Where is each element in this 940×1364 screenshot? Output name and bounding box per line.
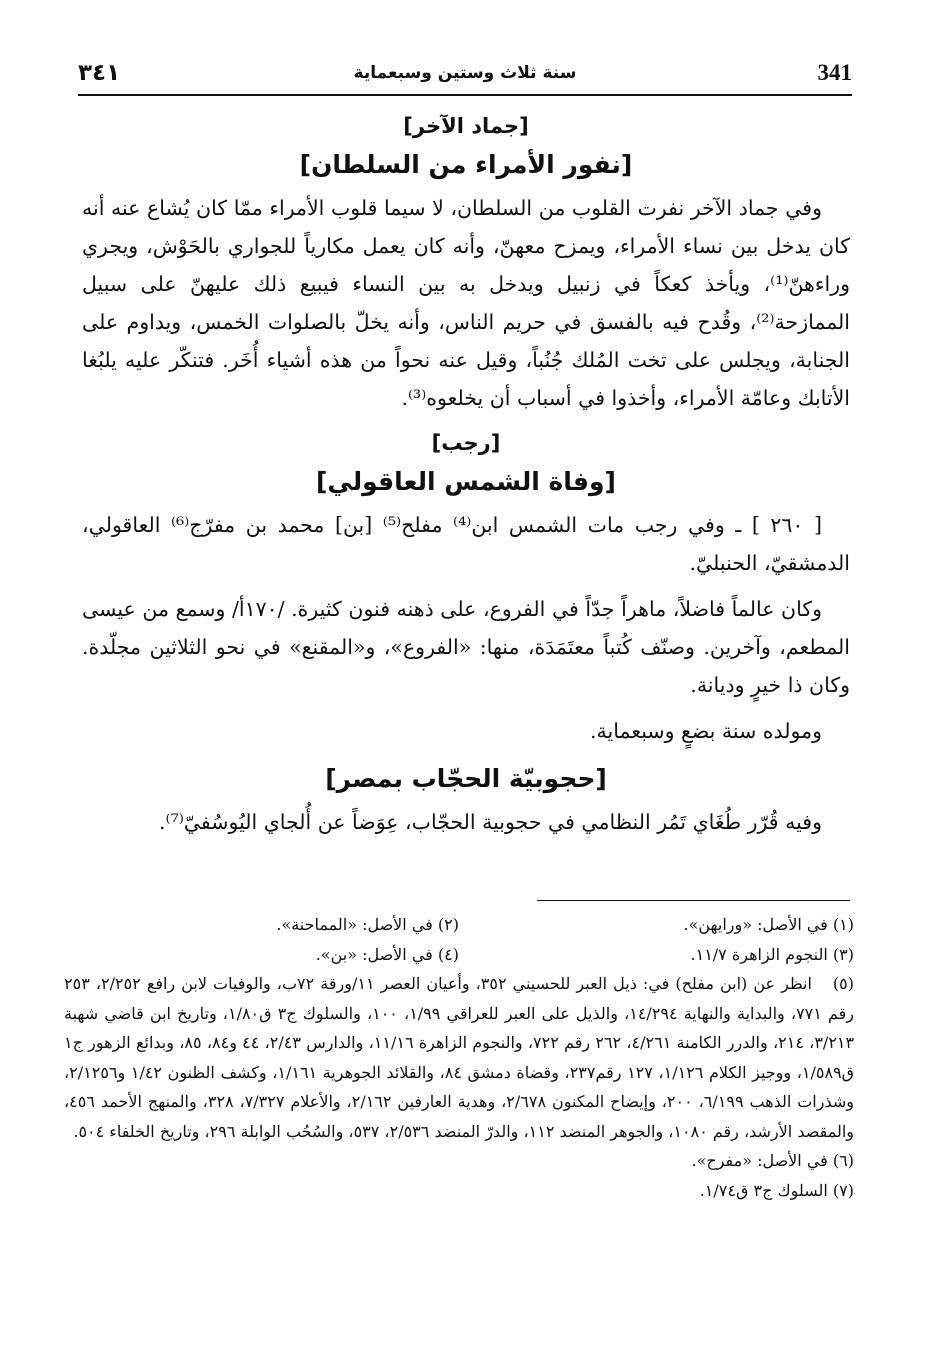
section-heading: [حجوبيّة الحجّاب بمصر] (325, 764, 607, 793)
footnote: (٧) السلوك ج٣ ق١/٧٤. (699, 1180, 854, 1200)
month-heading: [رجب] (431, 431, 501, 455)
month-heading: [جماد الآخر] (403, 114, 529, 138)
footnote: (٦) في الأصل: «مفرح». (691, 1151, 854, 1170)
page-number-latin: 341 (817, 60, 852, 85)
footnote-number: (٥) (832, 974, 855, 993)
running-title: سنة ثلاث وستين وسبعماية (353, 63, 577, 83)
main-text (82, 114, 850, 841)
footnote: (١) في الأصل: «ورايهن». (683, 915, 854, 934)
section-heading: [وفاة الشمس العاقولي] (316, 467, 616, 496)
paragraph: ومولده سنة بضعٍ وسبعماية. (590, 719, 822, 743)
footnote: (٤) في الأصل: «بن». (315, 944, 459, 964)
footnote-row (64, 940, 854, 970)
paragraph: وكان عالماً فاضلاً، ماهراً جدّاً في الفروع، على ذهنه فنون كثيرة. /١٧٠أ/ وسمع من عيسى المطعم، وآخرين. وصنّف كُتباً معتَمَدَة، منها: «الفروع»، و«المقنع» في نحو الثلاثين مجلّدة. وكان ذا خيرٍ وديانة. (82, 597, 850, 697)
footnote: (٣) النجوم الزاهرة ١١/٧. (690, 944, 854, 964)
footnote-separator (537, 900, 850, 901)
page-number-arabic: ٣٤١ (78, 60, 121, 86)
running-header (78, 58, 852, 96)
footnote: (٢) في الأصل: «المماحنة». (276, 915, 459, 934)
footnotes (64, 910, 854, 1205)
section-heading: [نفور الأمراء من السلطان] (299, 150, 633, 179)
footnote-text: انظر عن (ابن مفلح) في: ذيل العبر للحسيني ٣٥٢، وأعيان العصر ١١/ورقة ٧٢ب، والوفيات لابن رافع ٢/٢٥٢، ٢٥٣ رقم ٧٧١، والبداية والنهاية ١٤/٢٩٤، والذيل على العبر للعراقي ١/٩٩، ١٠٠، والسلوك ج٣ ق١/٨٠، وتاريخ ابن قاضي شهبة ٣/٢١٣، ٢١٤، والدرر الكامنة ٤/٢٦١، ٢٦٢ رقم ٧٢٢، والنجوم الزاهرة ١١/١٦، والدارس ٢/٤٣، ٤٤ و٨٤، ٨٥، وبدائع الزهور ج١ ق١/٥٨٩، ووجيز الكلام ١/١٢٦، ١٢٧ رقم٢٣٧، وقضاة دمشق ٨٤، والقلائد الجوهرية ١/١٦١، وكشف الظنون ١/٤٢ و٢/١٢٥٦، وشذرات الذهب ٦/١٩٩، ٢٠٠، وإيضاح المكنون ٢/٦٧٨، وهدية العارفين ٢/١٦٢، والأعلام ٧/٣٢٧، ٣٢٨، والمنهج الأحمد ٤٥٦، والمقصد الأرشد، رقم ١٠٨٠، والجوهر المنضد ١١٢، والدرّ المنضد ٢/٥٣٦، ٥٣٧، والسُحُب الوابلة ٢٩٦، وتاريخ الخلفاء ٥٠٤. (64, 974, 855, 1141)
footnote (64, 969, 854, 1146)
paragraph: وفيه قُرّر طُغَاي تَمُر النظامي في حجوبية الحجّاب، عِوَضاً عن أُلجاي اليُوسُفيّ⁽⁷⁾. (159, 810, 822, 834)
paragraph: وفي جماد الآخر نفرت القلوب من السلطان، لا سيما قلوب الأمراء ممّا كان يُشاع عنه أنه كان يدخل بين نساء الأمراء، ويمزح معهنّ، وأنه كان يعمل مكارياً للجواري بالحَوْش، ويجري وراءهنّ⁽¹⁾، ويأخذ كعكاً في زنبيل ويدخل به بين النساء فيبيع ذلك عليهنّ على سبيل الممازحة⁽²⁾، وقُدح فيه بالفسق في حريم الناس، وأنه يخلّ بالصلوات الخمس، ويداوم على الجنابة، ويجلس على تخت المُلك جُنُباً، وقيل عنه نحواً من هذه أشياء أُخَر. فتنكّر عليه يلبُغا الأتابك وعامّة الأمراء، وأخذوا في أسباب أن يخلعوه⁽³⁾. (82, 196, 850, 410)
paragraph: [ ٢٦٠ ] ـ وفي رجب مات الشمس ابن⁽⁴⁾ مفلح⁽⁵⁾ [بن] محمد بن مفرّج⁽⁶⁾ العاقولي، الدمشقيّ، الحنبليّ. (82, 513, 850, 575)
footnote-row (64, 910, 854, 940)
